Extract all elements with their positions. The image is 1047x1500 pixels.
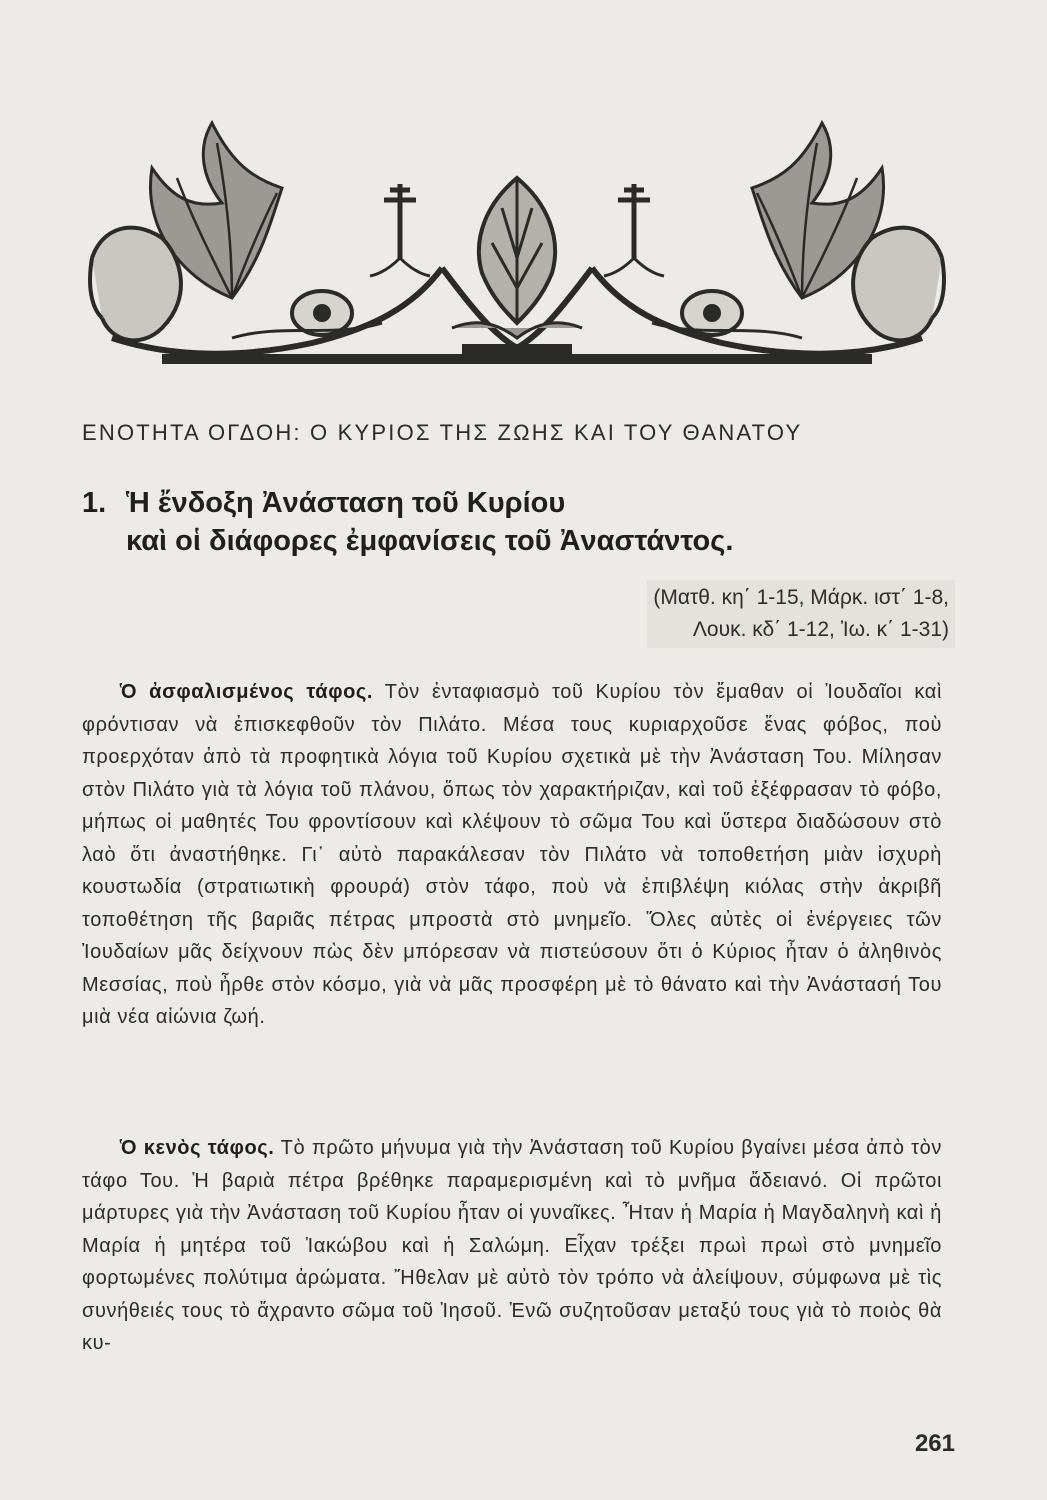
heading-number: 1. xyxy=(82,487,107,519)
scripture-references xyxy=(647,580,955,648)
chapter-heading xyxy=(82,484,942,560)
paragraph-text: Τὸ πρῶτο μήνυμα γιὰ τὴν Ἀνάσταση τοῦ Κυρίου βγαίνει μέσα ἀπὸ τὸν τάφο Του. Ἡ βαριὰ πέτρα βρέθηκε παραμερισμένη καὶ τὸ μνῆμα ἄδειανό. Οἱ πρῶτοι μάρτυρες γιὰ τὴν Ἀνάσταση τοῦ Κυρίου ἦταν οἱ γυναῖκες. Ἦταν ἡ Μαρία ἡ Μαγδαληνὴ καὶ ἡ Μαρία ἡ μητέρα τοῦ Ἰακώβου καὶ ἡ Σαλώμη. Εἶχαν τρέξει πρωὶ πρωὶ στὸ μνημεῖο φορτωμένες πολύτιμα ἀρώματα. Ἤθελαν μὲ αὐτὸ τὸν τρόπο νὰ ἀλείψουν, σύμφωνα μὲ τὶς συνήθειές τους τὸ ἄχραντο σῶμα τοῦ Ἰησοῦ. Ἐνῶ συζητοῦσαν μεταξύ τους γιὰ τὸ ποιὸς θὰ κυ- xyxy=(82,1137,943,1354)
heading-line-1: Ἡ ἔνδοξη Ἀνάσταση τοῦ Κυρίου xyxy=(126,487,566,519)
decorative-header-ornament xyxy=(82,108,952,376)
paragraph-text: Τὸν ἐνταφιασμὸ τοῦ Κυρίου τὸν ἔμαθαν οἱ Ἰουδαῖοι καὶ φρόντισαν νὰ ἐπισκεφθοῦν τὸν Πιλάτο. Μέσα τους κυριαρχοῦσε ἕνας φόβος, ποὺ προερχόταν ἀπὸ τὰ προφητικὰ λόγια τοῦ Κυρίου σχετικὰ μὲ τὴν Ἀνάσταση Του. Μίλησαν στὸν Πιλάτο γιὰ τὰ λόγια τοῦ πλάνου, ὅπως τὸν χαρακτήριζαν, καὶ τοῦ ἐξέφρασαν τὸ φόβο, μήπως οἱ μαθητές Του φροντίσουν καὶ κλέψουν τὸ σῶμα Του καὶ ὕστερα διαδώσουν στὸ λαὸ ὅτι ἀναστήθηκε. Γι᾿ αὐτὸ παρακάλεσαν τὸν Πιλάτο νὰ τοποθετήση μιὰν ἰσχυρὴ κουστωδία (στρατιωτικὴ φρουρά) στὸν τάφο, ποὺ νὰ ἐπιβλέψη κιόλας στὴν ἀκριβῆ τοποθέτηση τῆς βαριᾶς πέτρας μπροστὰ στὸ μνημεῖο. Ὅλες αὐτὲς οἱ ἐνέργειες τῶν Ἰουδαίων μᾶς δείχνουν πὼς δὲν μπόρεσαν νὰ πιστεύσουν ὅτι ὁ Κύριος ἦταν ὁ ἀληθινὸς Μεσσίας, ποὺ ἦρθε στὸν κόσμο, γιὰ νὰ μᾶς προσφέρη μὲ τὸ θάνατο καὶ τὴν Ἀνάστασή Του μιὰ νέα αἰώνια ζωή. xyxy=(82,681,942,1028)
paragraph-secured-tomb xyxy=(82,676,942,1034)
paragraph-lead: Ὁ ἀσφαλισμένος τάφος. xyxy=(120,681,374,703)
paragraph-lead: Ὁ κενὸς τάφος. xyxy=(120,1137,275,1159)
page-number: 261 xyxy=(914,1430,955,1457)
references-line-2: Λουκ. κδ΄ 1-12, Ἰω. κ΄ 1-31) xyxy=(692,618,949,641)
references-line-1: (Ματθ. κη΄ 1-15, Μάρκ. ιστ΄ 1-8, xyxy=(653,586,949,609)
section-title: ΕΝΟΤΗΤΑ ΟΓΔΟΗ: Ο ΚΥΡΙΟΣ ΤΗΣ ΖΩΗΣ ΚΑΙ ΤΟΥ ΘΑΝΑΤΟΥ xyxy=(82,420,803,445)
paragraph-empty-tomb xyxy=(82,1132,942,1360)
heading-line-2: καὶ οἱ διάφορες ἐμφανίσεις τοῦ Ἀναστάντος. xyxy=(126,525,734,557)
